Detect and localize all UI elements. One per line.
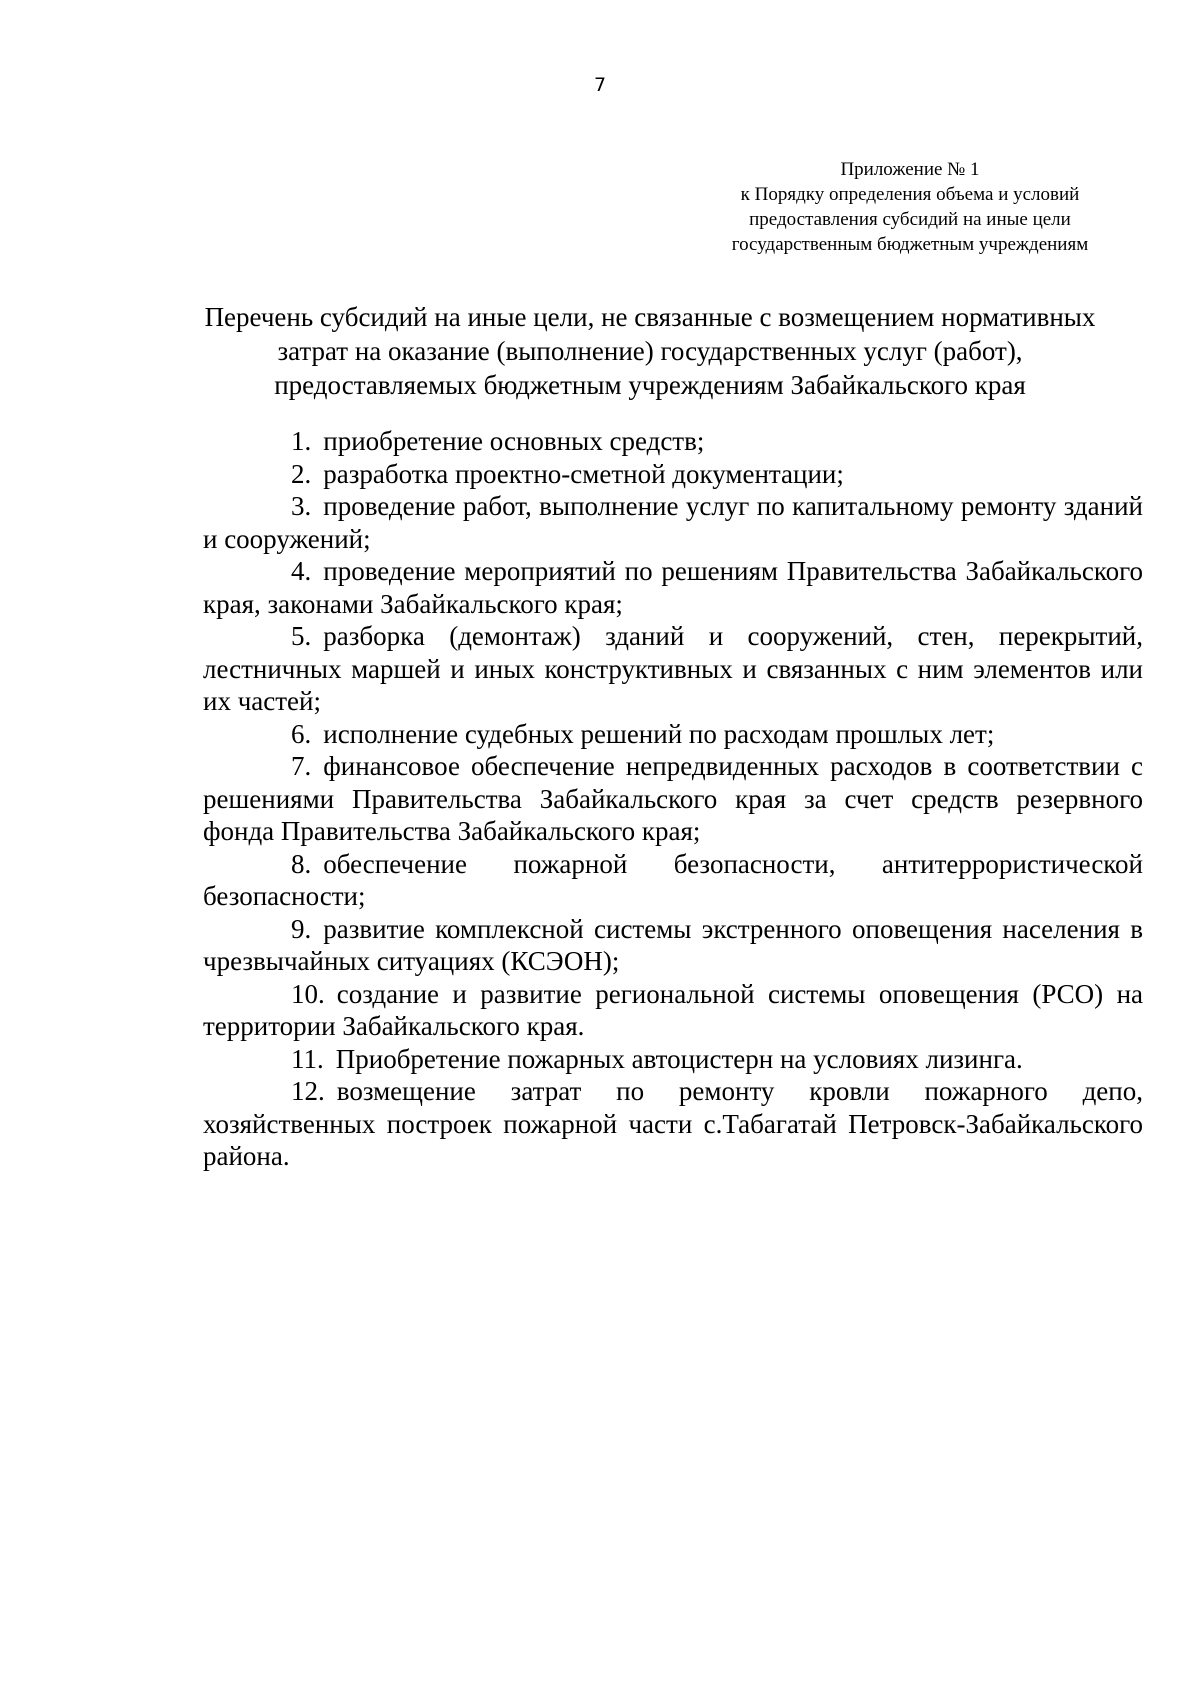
item-number: 10. [291, 978, 325, 1009]
title-line: Перечень субсидий на иные цели, не связанные с возмещением нормативных [204, 302, 1096, 332]
item-number: 4. [291, 556, 312, 586]
item-text: финансовое обеспечение непредвиденных расходов в соответствии с решениями Правительства Забайкальского края за счет средств резервного фонда Правительства Забайкальского края; [203, 751, 1143, 846]
item-text: создание и развитие региональной системы оповещения (РСО) на территории Забайкальского края. [203, 978, 1143, 1041]
list-item [203, 978, 1143, 1043]
subsidy-list [203, 425, 1143, 1173]
item-text: Приобретение пожарных автоцистерн на условиях лизинга. [335, 1043, 1023, 1074]
appendix-line: к Порядку определения объема и условий [740, 184, 1080, 205]
appendix-line: предоставления субсидий на иные цели [749, 209, 1071, 230]
item-number: 5. [291, 621, 312, 651]
item-number: 6. [291, 718, 312, 749]
item-text: разработка проектно-сметной документации; [323, 458, 844, 489]
title-line: затрат на оказание (выполнение) государственных услуг (работ), [277, 336, 1023, 366]
item-text: проведение работ, выполнение услуг по капитальному ремонту зданий и сооружений; [203, 491, 1143, 554]
item-number: 7. [291, 751, 312, 781]
item-number: 11. [291, 1043, 324, 1074]
list-item [203, 1043, 1143, 1076]
list-item [203, 718, 1143, 751]
list-item [203, 913, 1143, 978]
appendix-line: государственным бюджетным учреждениям [731, 234, 1089, 255]
list-item [203, 1075, 1143, 1173]
appendix-line: Приложение № 1 [840, 159, 980, 180]
item-text: разборка (демонтаж) зданий и сооружений, стен, перекрытий, лестничных маршей и иных конструктивных и связанных с ним элементов или их частей; [203, 621, 1143, 716]
item-number: 1. [291, 426, 312, 456]
item-number: 12. [291, 1076, 325, 1106]
appendix-header [700, 157, 1120, 257]
item-text: обеспечение пожарной безопасности, антитеррористической безопасности; [203, 848, 1143, 911]
item-text: возмещение затрат по ремонту кровли пожарного депо, хозяйственных построек пожарной части с.Табагатай Петровск-Забайкальского района. [203, 1076, 1143, 1171]
item-text: исполнение судебных решений по расходам прошлых лет; [323, 718, 995, 749]
list-item [203, 458, 1143, 491]
list-item [203, 620, 1143, 718]
item-text: проведение мероприятий по решениям Правительства Забайкальского края, законами Забайкальского края; [203, 556, 1143, 619]
item-number: 8. [291, 848, 312, 879]
list-item [203, 750, 1143, 848]
item-text: развитие комплексной системы экстренного оповещения населения в чрезвычайных ситуациях (КСЭОН); [203, 913, 1143, 976]
list-item [203, 425, 1143, 458]
title-line: предоставляемых бюджетным учреждениям Забайкальского края [274, 370, 1026, 400]
item-number: 2. [291, 458, 312, 489]
document-title [150, 300, 1150, 402]
list-item [203, 848, 1143, 913]
page-number: 7 [593, 74, 607, 96]
item-number: 3. [291, 491, 312, 521]
item-text: приобретение основных средств; [323, 426, 705, 456]
item-number: 9. [291, 913, 312, 944]
list-item [203, 555, 1143, 620]
list-item [203, 490, 1143, 555]
